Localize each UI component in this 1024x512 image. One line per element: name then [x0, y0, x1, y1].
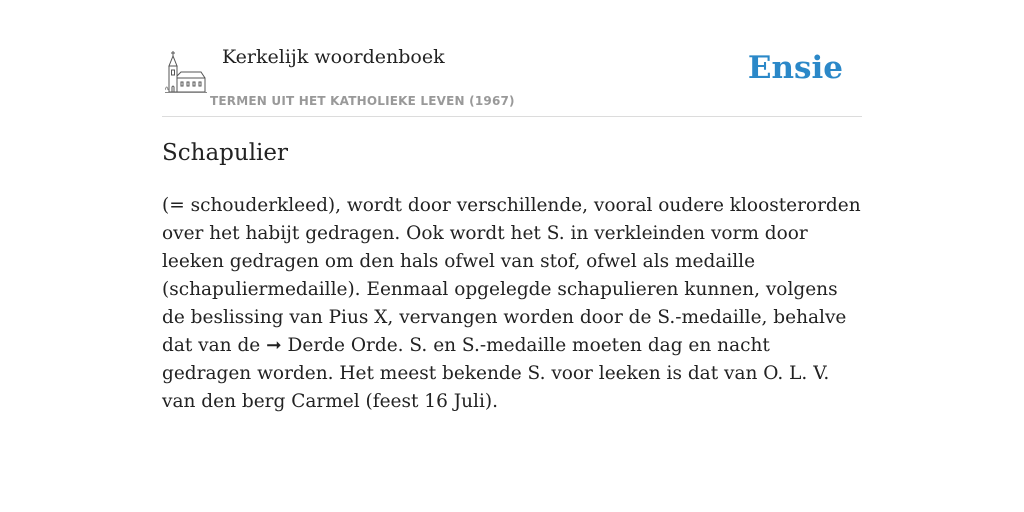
xref-link-derde-orde[interactable]: Derde Orde: [287, 335, 398, 356]
page: [162, 0, 862, 412]
definition-text-before: (= schouderkleed), wordt door verschillende, vooral oudere kloosterorden over het habijt gedragen. Ook wordt het S. in verkleinden vorm door leeken gedragen om den hals ofwel van stof, ofwel als medaille (schapuliermedaille). Eenmaal opgelegde schapulieren kunnen, volgens de beslissing van Pius X, vervangen worden door de S.-medaille, behalve dat van de: [162, 195, 861, 356]
church-icon[interactable]: [165, 50, 207, 94]
arrow-right-icon: ➞: [266, 335, 282, 356]
entry-definition: [162, 192, 862, 416]
entry-title: Schapulier: [162, 140, 289, 166]
dictionary-header: [162, 0, 862, 117]
definition-text-after: . S. en S.-medaille moeten dag en nacht gedragen worden. Het meest bekende S. voor leeken is dat van O. L. V. van den berg Carmel (feest 16 Juli).: [162, 335, 830, 412]
ensie-logo-link[interactable]: Ensie: [747, 50, 843, 86]
dictionary-title[interactable]: Kerkelijk woordenboek: [222, 46, 445, 68]
dictionary-subtitle: TERMEN UIT HET KATHOLIEKE LEVEN (1967): [210, 94, 515, 108]
